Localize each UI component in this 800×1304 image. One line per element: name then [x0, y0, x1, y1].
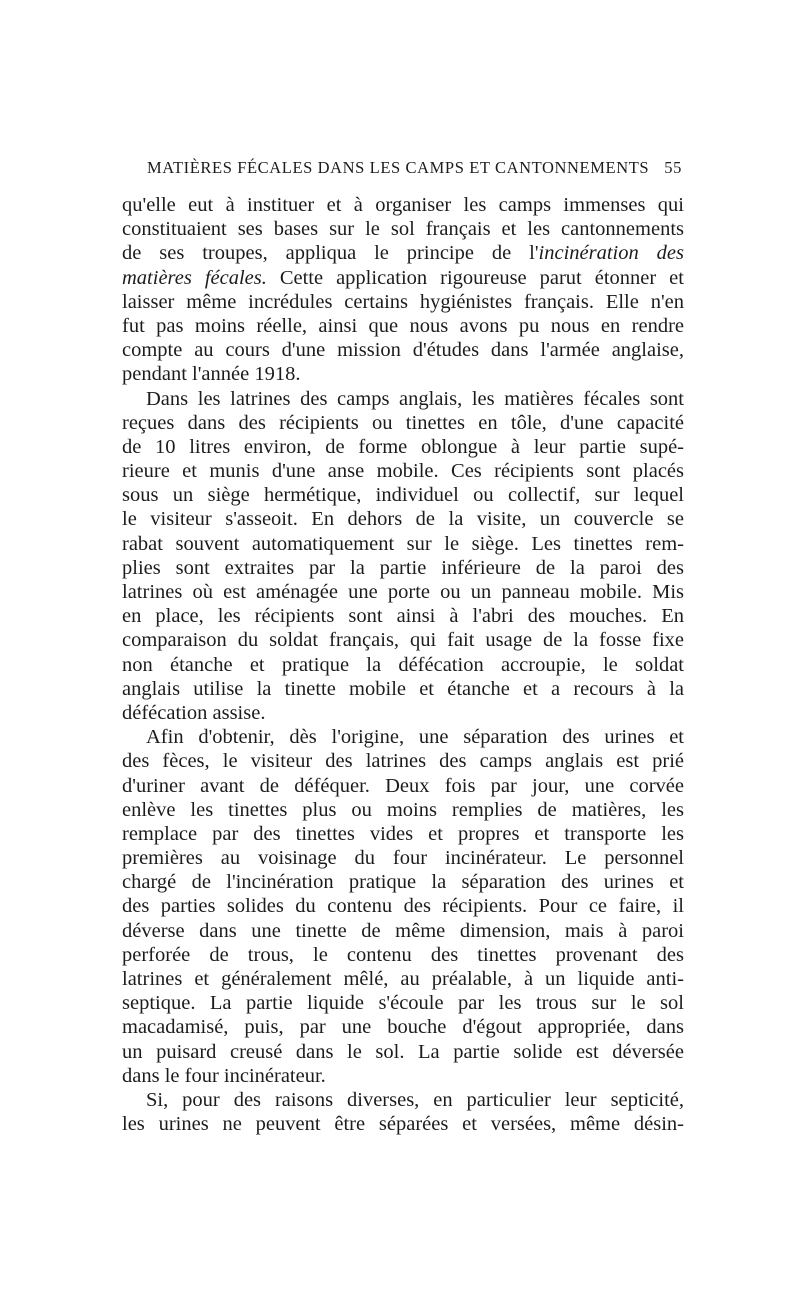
body-text	[122, 193, 684, 1136]
text-line: d'uriner avant de déféquer. Deux fois par jour, une corvée	[122, 774, 684, 797]
paragraph-4	[122, 1088, 684, 1136]
text-line: anglais utilise la tinette mobile et étanche et a recours à la	[122, 677, 684, 700]
paragraph-2	[122, 387, 684, 726]
text-line: non étanche et pratique la défécation accroupie, le soldat	[122, 653, 684, 676]
text-line: plies sont extraites par la partie inférieure de la paroi des	[122, 556, 684, 579]
text-line: un puisard creusé dans le sol. La partie solide est déversée	[122, 1040, 684, 1063]
text-line: déverse dans une tinette de même dimension, mais à paroi	[122, 919, 684, 942]
running-head	[147, 152, 682, 182]
text-line: constituaient ses bases sur le sol français et les cantonnements	[122, 218, 684, 241]
text-line: pendant l'année 1918.	[122, 363, 301, 386]
text-line: laisser même incrédules certains hygiénistes français. Elle n'en	[122, 290, 684, 313]
text-line: perforée de trous, le contenu des tinettes provenant des	[122, 943, 684, 966]
text-line: des fèces, le visiteur des latrines des camps anglais est prié	[122, 750, 684, 773]
text-line: sous un siège hermétique, individuel ou collectif, sur lequel	[122, 484, 684, 507]
paragraph-1	[122, 193, 684, 387]
paragraph-3	[122, 725, 684, 1088]
text-segment: Cette application rigoureuse parut étonner et	[266, 266, 684, 289]
text-line: Si, pour des raisons diverses, en particulier leur septicité,	[146, 1088, 684, 1111]
text-line: rieure et munis d'une anse mobile. Ces récipients sont placés	[122, 460, 684, 483]
text-line: Afin d'obtenir, dès l'origine, une séparation des urines et	[146, 726, 684, 749]
text-line: chargé de l'incinération pratique la séparation des urines et	[122, 871, 684, 894]
text-line: des parties solides du contenu des récipients. Pour ce faire, il	[122, 895, 684, 918]
italic-term: matières fécales.	[122, 266, 267, 289]
text-line: remplace par des tinettes vides et propres et transporte les	[122, 822, 684, 845]
text-line: premières au voisinage du four incinérateur. Le personnel	[122, 847, 684, 870]
text-line: les urines ne peuvent être séparées et versées, même désin-	[122, 1113, 684, 1136]
text-line: de 10 litres environ, de forme oblongue à leur partie supé-	[122, 435, 684, 458]
page-number: 55	[664, 158, 682, 177]
text-line: macadamisé, puis, par une bouche d'égout appropriée, dans	[122, 1016, 684, 1039]
text-line: compte au cours d'une mission d'études dans l'armée anglaise,	[122, 339, 684, 362]
text-line: défécation assise.	[122, 701, 266, 724]
text-segment: de ses troupes, appliqua le principe de l'	[122, 242, 539, 265]
text-line: septique. La partie liquide s'écoule par les trous sur le sol	[122, 992, 684, 1015]
text-line: fut pas moins réelle, ainsi que nous avons pu nous en rendre	[122, 314, 684, 337]
text-line: rabat souvent automatiquement sur le siège. Les tinettes rem-	[122, 532, 684, 555]
text-line: le visiteur s'asseoit. En dehors de la visite, un couvercle se	[122, 508, 684, 531]
text-line: en place, les récipients sont ainsi à l'abri des mouches. En	[122, 605, 684, 628]
text-line: qu'elle eut à instituer et à organiser les camps immenses qui	[122, 194, 684, 216]
text-line: enlève les tinettes plus ou moins remplies de matières, les	[122, 798, 684, 821]
text-line: Dans les latrines des camps anglais, les matières fécales sont	[146, 387, 684, 410]
text-line: comparaison du soldat français, qui fait usage de la fosse fixe	[122, 629, 684, 652]
running-title: MATIÈRES FÉCALES DANS LES CAMPS ET CANTONNEMENTS	[147, 158, 650, 177]
italic-term: incinération des	[538, 242, 684, 265]
text-line: reçues dans des récipients ou tinettes en tôle, d'une capacité	[122, 411, 684, 434]
text-line	[122, 241, 684, 265]
text-line	[122, 266, 684, 290]
text-line: latrines où est aménagée une porte ou un panneau mobile. Mis	[122, 581, 684, 603]
text-line: dans le four incinérateur.	[122, 1064, 326, 1087]
text-line: latrines et généralement mêlé, au préalable, à un liquide anti-	[122, 968, 684, 990]
